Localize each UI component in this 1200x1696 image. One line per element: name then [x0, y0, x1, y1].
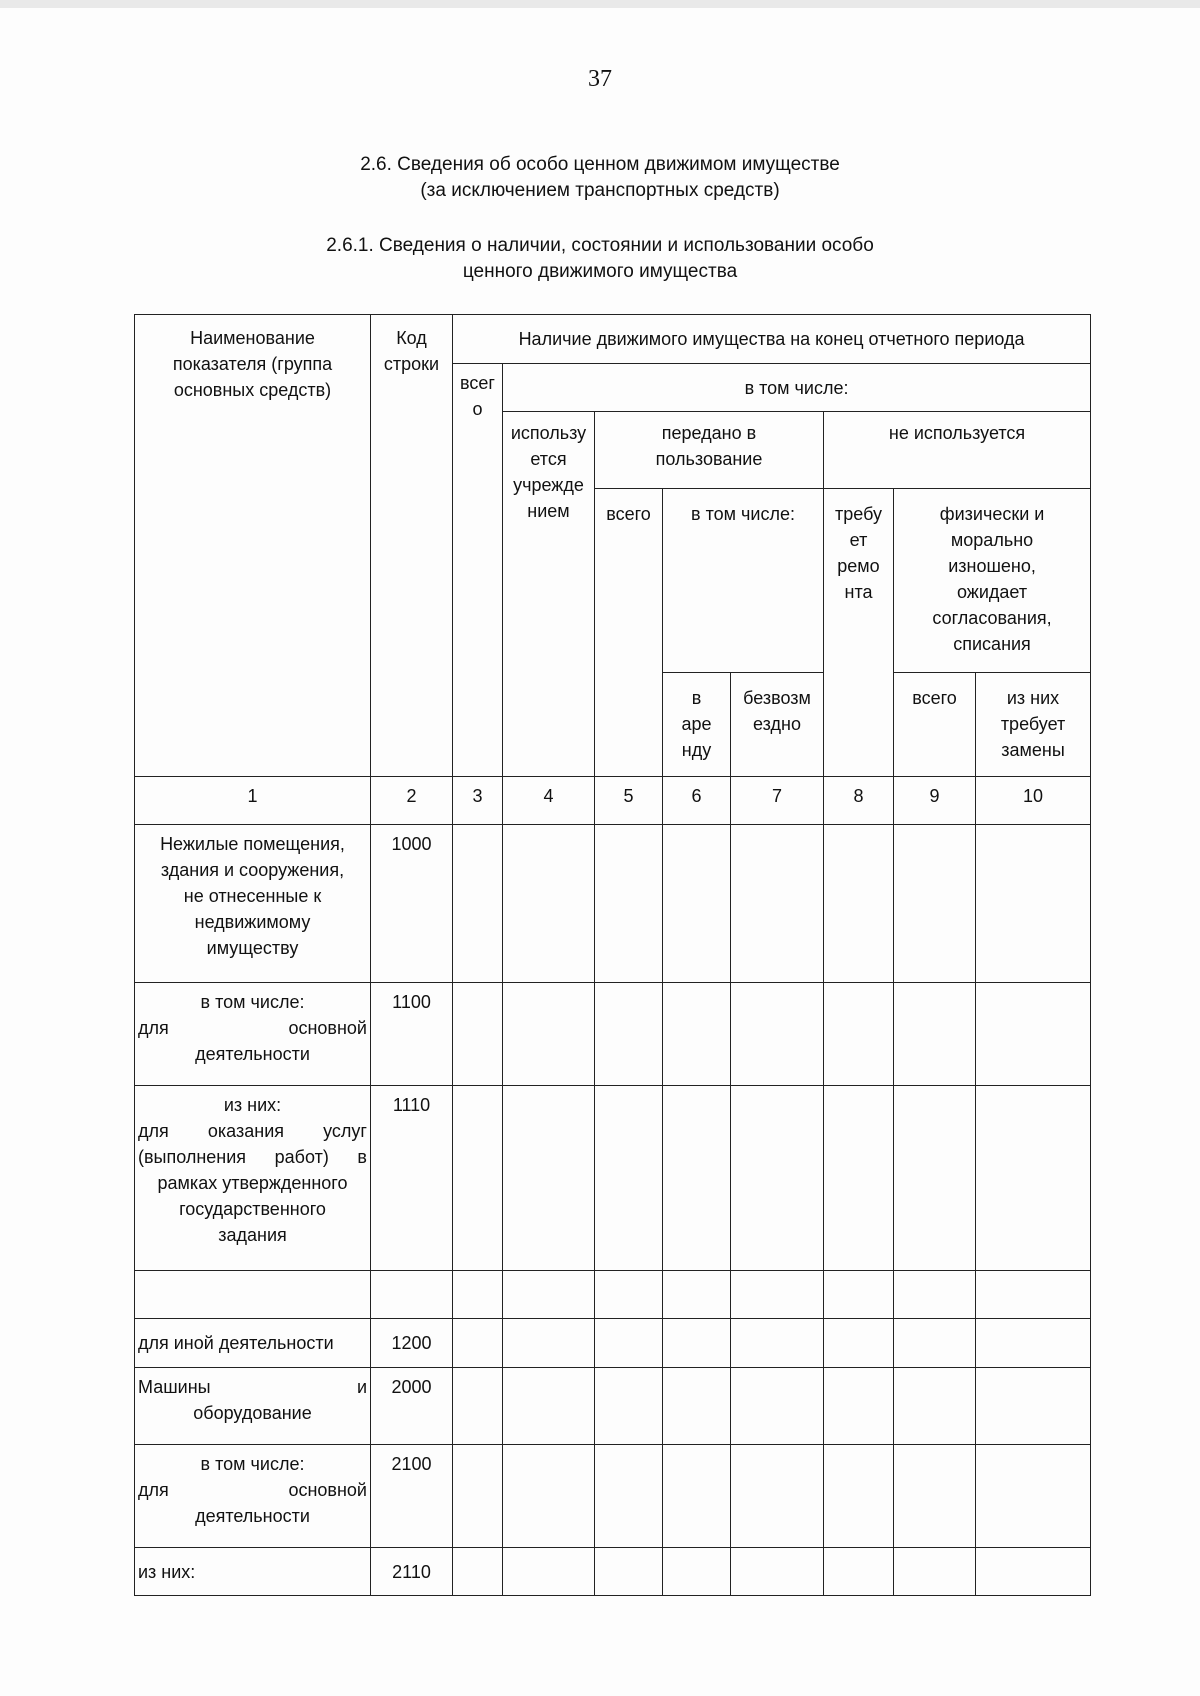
header-total: всего — [453, 364, 503, 777]
row-name — [135, 1548, 371, 1596]
empty-cell — [453, 983, 503, 1086]
empty-cell — [503, 1368, 595, 1445]
empty-cell — [824, 1086, 894, 1271]
empty-cell — [453, 825, 503, 983]
row-name-line: (выполнения работ) в — [138, 1147, 367, 1167]
column-number: 7 — [731, 777, 824, 825]
empty-cell — [595, 1548, 663, 1596]
row-name-line: рамках утвержденного — [157, 1173, 348, 1193]
empty-cell — [824, 983, 894, 1086]
column-number: 8 — [824, 777, 894, 825]
empty-cell — [595, 825, 663, 983]
empty-cell — [663, 1368, 731, 1445]
column-number: 2 — [371, 777, 453, 825]
section-heading-line-2: (за исключением транспортных средств) — [420, 180, 780, 201]
header-rent: в аренду — [663, 673, 731, 777]
empty-cell — [731, 1548, 824, 1596]
row-code: 2000 — [371, 1368, 453, 1445]
empty-cell — [503, 825, 595, 983]
empty-cell — [453, 1548, 503, 1596]
empty-cell — [663, 1548, 731, 1596]
header-transferred: передано в пользование — [595, 412, 824, 489]
empty-cell — [595, 1319, 663, 1368]
empty-cell — [976, 983, 1091, 1086]
empty-cell — [976, 1548, 1091, 1596]
row-name — [135, 1368, 371, 1445]
row-name — [135, 983, 371, 1086]
subsection-heading — [0, 233, 1200, 285]
empty-cell — [453, 1319, 503, 1368]
column-number: 10 — [976, 777, 1091, 825]
empty-cell — [976, 825, 1091, 983]
row-code: 1100 — [371, 983, 453, 1086]
table-row — [135, 1086, 1091, 1271]
header-worn-total: всего — [894, 673, 976, 777]
empty-cell — [663, 1319, 731, 1368]
empty-cell — [731, 825, 824, 983]
empty-cell — [453, 1368, 503, 1445]
table-row — [135, 1319, 1091, 1368]
header-availability: Наличие движимого имущества на конец отчетного периода — [453, 315, 1091, 364]
row-code: 1110 — [371, 1086, 453, 1271]
subsection-heading-line-2: ценного движимого имущества — [462, 261, 738, 282]
row-name-line: для оказания услуг — [138, 1121, 367, 1141]
empty-cell — [595, 1271, 663, 1319]
header-worn-out: физически и морально изношено, ожидает согласования, списания — [894, 489, 1091, 673]
empty-cell — [595, 983, 663, 1086]
row-code: 1000 — [371, 825, 453, 983]
header-code: Код строки — [371, 315, 453, 777]
empty-cell — [731, 1086, 824, 1271]
empty-cell — [595, 1086, 663, 1271]
empty-cell — [824, 1445, 894, 1548]
row-name — [135, 1445, 371, 1548]
header-transferred-total: всего — [595, 489, 663, 777]
empty-cell — [503, 1548, 595, 1596]
table-row — [135, 1271, 1091, 1319]
section-heading-line-1: 2.6. Сведения об особо ценном движимом имуществе — [360, 154, 840, 175]
empty-cell — [663, 1271, 731, 1319]
empty-cell — [731, 1445, 824, 1548]
empty-cell — [976, 1445, 1091, 1548]
header-including: в том числе: — [503, 364, 1091, 412]
empty-cell — [894, 1548, 976, 1596]
row-name — [135, 1319, 371, 1368]
table-row — [135, 1368, 1091, 1445]
row-name-line: для основной — [138, 1018, 367, 1038]
empty-cell — [731, 1368, 824, 1445]
row-name-line: в том числе: — [200, 1454, 305, 1474]
row-name-line: деятельности — [195, 1506, 310, 1526]
column-number: 1 — [135, 777, 371, 825]
header-needs-replacement: из них требует замены — [976, 673, 1091, 777]
empty-cell — [894, 1319, 976, 1368]
header-free: безвозмездно — [731, 673, 824, 777]
row-name-line: для основной — [138, 1480, 367, 1500]
empty-cell — [453, 1445, 503, 1548]
row-name-line: оборудование — [193, 1403, 312, 1423]
column-number: 3 — [453, 777, 503, 825]
empty-cell — [663, 1445, 731, 1548]
empty-cell — [894, 825, 976, 983]
row-name-line: государственного — [179, 1199, 326, 1219]
row-name-line: из них: — [223, 1095, 282, 1115]
empty-cell — [453, 1271, 503, 1319]
header-not-used: не используется — [824, 412, 1091, 489]
section-heading — [0, 152, 1200, 204]
empty-cell — [503, 1445, 595, 1548]
table-row — [135, 1548, 1091, 1596]
empty-cell — [731, 983, 824, 1086]
empty-cell — [663, 825, 731, 983]
empty-cell — [976, 1368, 1091, 1445]
row-name-line: задания — [218, 1225, 287, 1245]
page-number: 37 — [588, 66, 612, 92]
empty-cell — [894, 1086, 976, 1271]
empty-cell — [503, 983, 595, 1086]
row-name-line: для иной деятельности — [138, 1333, 334, 1353]
row-name-line: в том числе: — [200, 992, 305, 1012]
row-name — [135, 825, 371, 983]
subsection-heading-line-1: 2.6.1. Сведения о наличии, состоянии и использовании особо — [326, 235, 874, 256]
row-name-line: здания и сооружения, — [160, 860, 345, 880]
row-name-line: недвижимому — [194, 912, 311, 932]
empty-cell — [894, 1271, 976, 1319]
row-code: 2100 — [371, 1445, 453, 1548]
empty-cell — [503, 1086, 595, 1271]
empty-cell — [503, 1271, 595, 1319]
empty-cell — [503, 1319, 595, 1368]
row-name-line: Машины и — [138, 1377, 367, 1397]
empty-cell — [894, 1445, 976, 1548]
row-name — [135, 1086, 371, 1271]
table-row — [135, 1445, 1091, 1548]
row-code: 1200 — [371, 1319, 453, 1368]
row-name-line: деятельности — [195, 1044, 310, 1064]
empty-cell — [824, 1319, 894, 1368]
empty-cell — [976, 1271, 1091, 1319]
empty-cell — [453, 1086, 503, 1271]
empty-cell — [595, 1445, 663, 1548]
row-name-line: не отнесенные к — [183, 886, 322, 906]
property-table — [134, 314, 1091, 1596]
empty-cell — [894, 983, 976, 1086]
row-name-line: Нежилые помещения, — [160, 834, 345, 854]
empty-cell — [976, 1319, 1091, 1368]
header-needs-repair: требует ремонта — [824, 489, 894, 777]
empty-cell — [824, 1548, 894, 1596]
empty-cell — [663, 1086, 731, 1271]
empty-cell — [824, 1368, 894, 1445]
header-used: используется учреждением — [503, 412, 595, 777]
empty-cell — [731, 1271, 824, 1319]
table-row — [135, 983, 1091, 1086]
header-name: Наименование показателя (группа основных средств) — [135, 315, 371, 777]
empty-cell — [663, 983, 731, 1086]
column-number: 4 — [503, 777, 595, 825]
row-code: 2110 — [371, 1548, 453, 1596]
empty-cell — [595, 1368, 663, 1445]
empty-cell — [976, 1086, 1091, 1271]
header-transferred-including: в том числе: — [663, 489, 824, 673]
column-number: 6 — [663, 777, 731, 825]
table-row — [135, 825, 1091, 983]
empty-cell — [824, 1271, 894, 1319]
column-number-row — [135, 777, 1091, 825]
row-name-line: имуществу — [206, 938, 299, 958]
row-code — [371, 1271, 453, 1319]
empty-cell — [824, 825, 894, 983]
row-name-line: из них: — [138, 1561, 196, 1582]
empty-cell — [894, 1368, 976, 1445]
column-number: 9 — [894, 777, 976, 825]
row-name — [135, 1271, 371, 1319]
column-number: 5 — [595, 777, 663, 825]
empty-cell — [731, 1319, 824, 1368]
